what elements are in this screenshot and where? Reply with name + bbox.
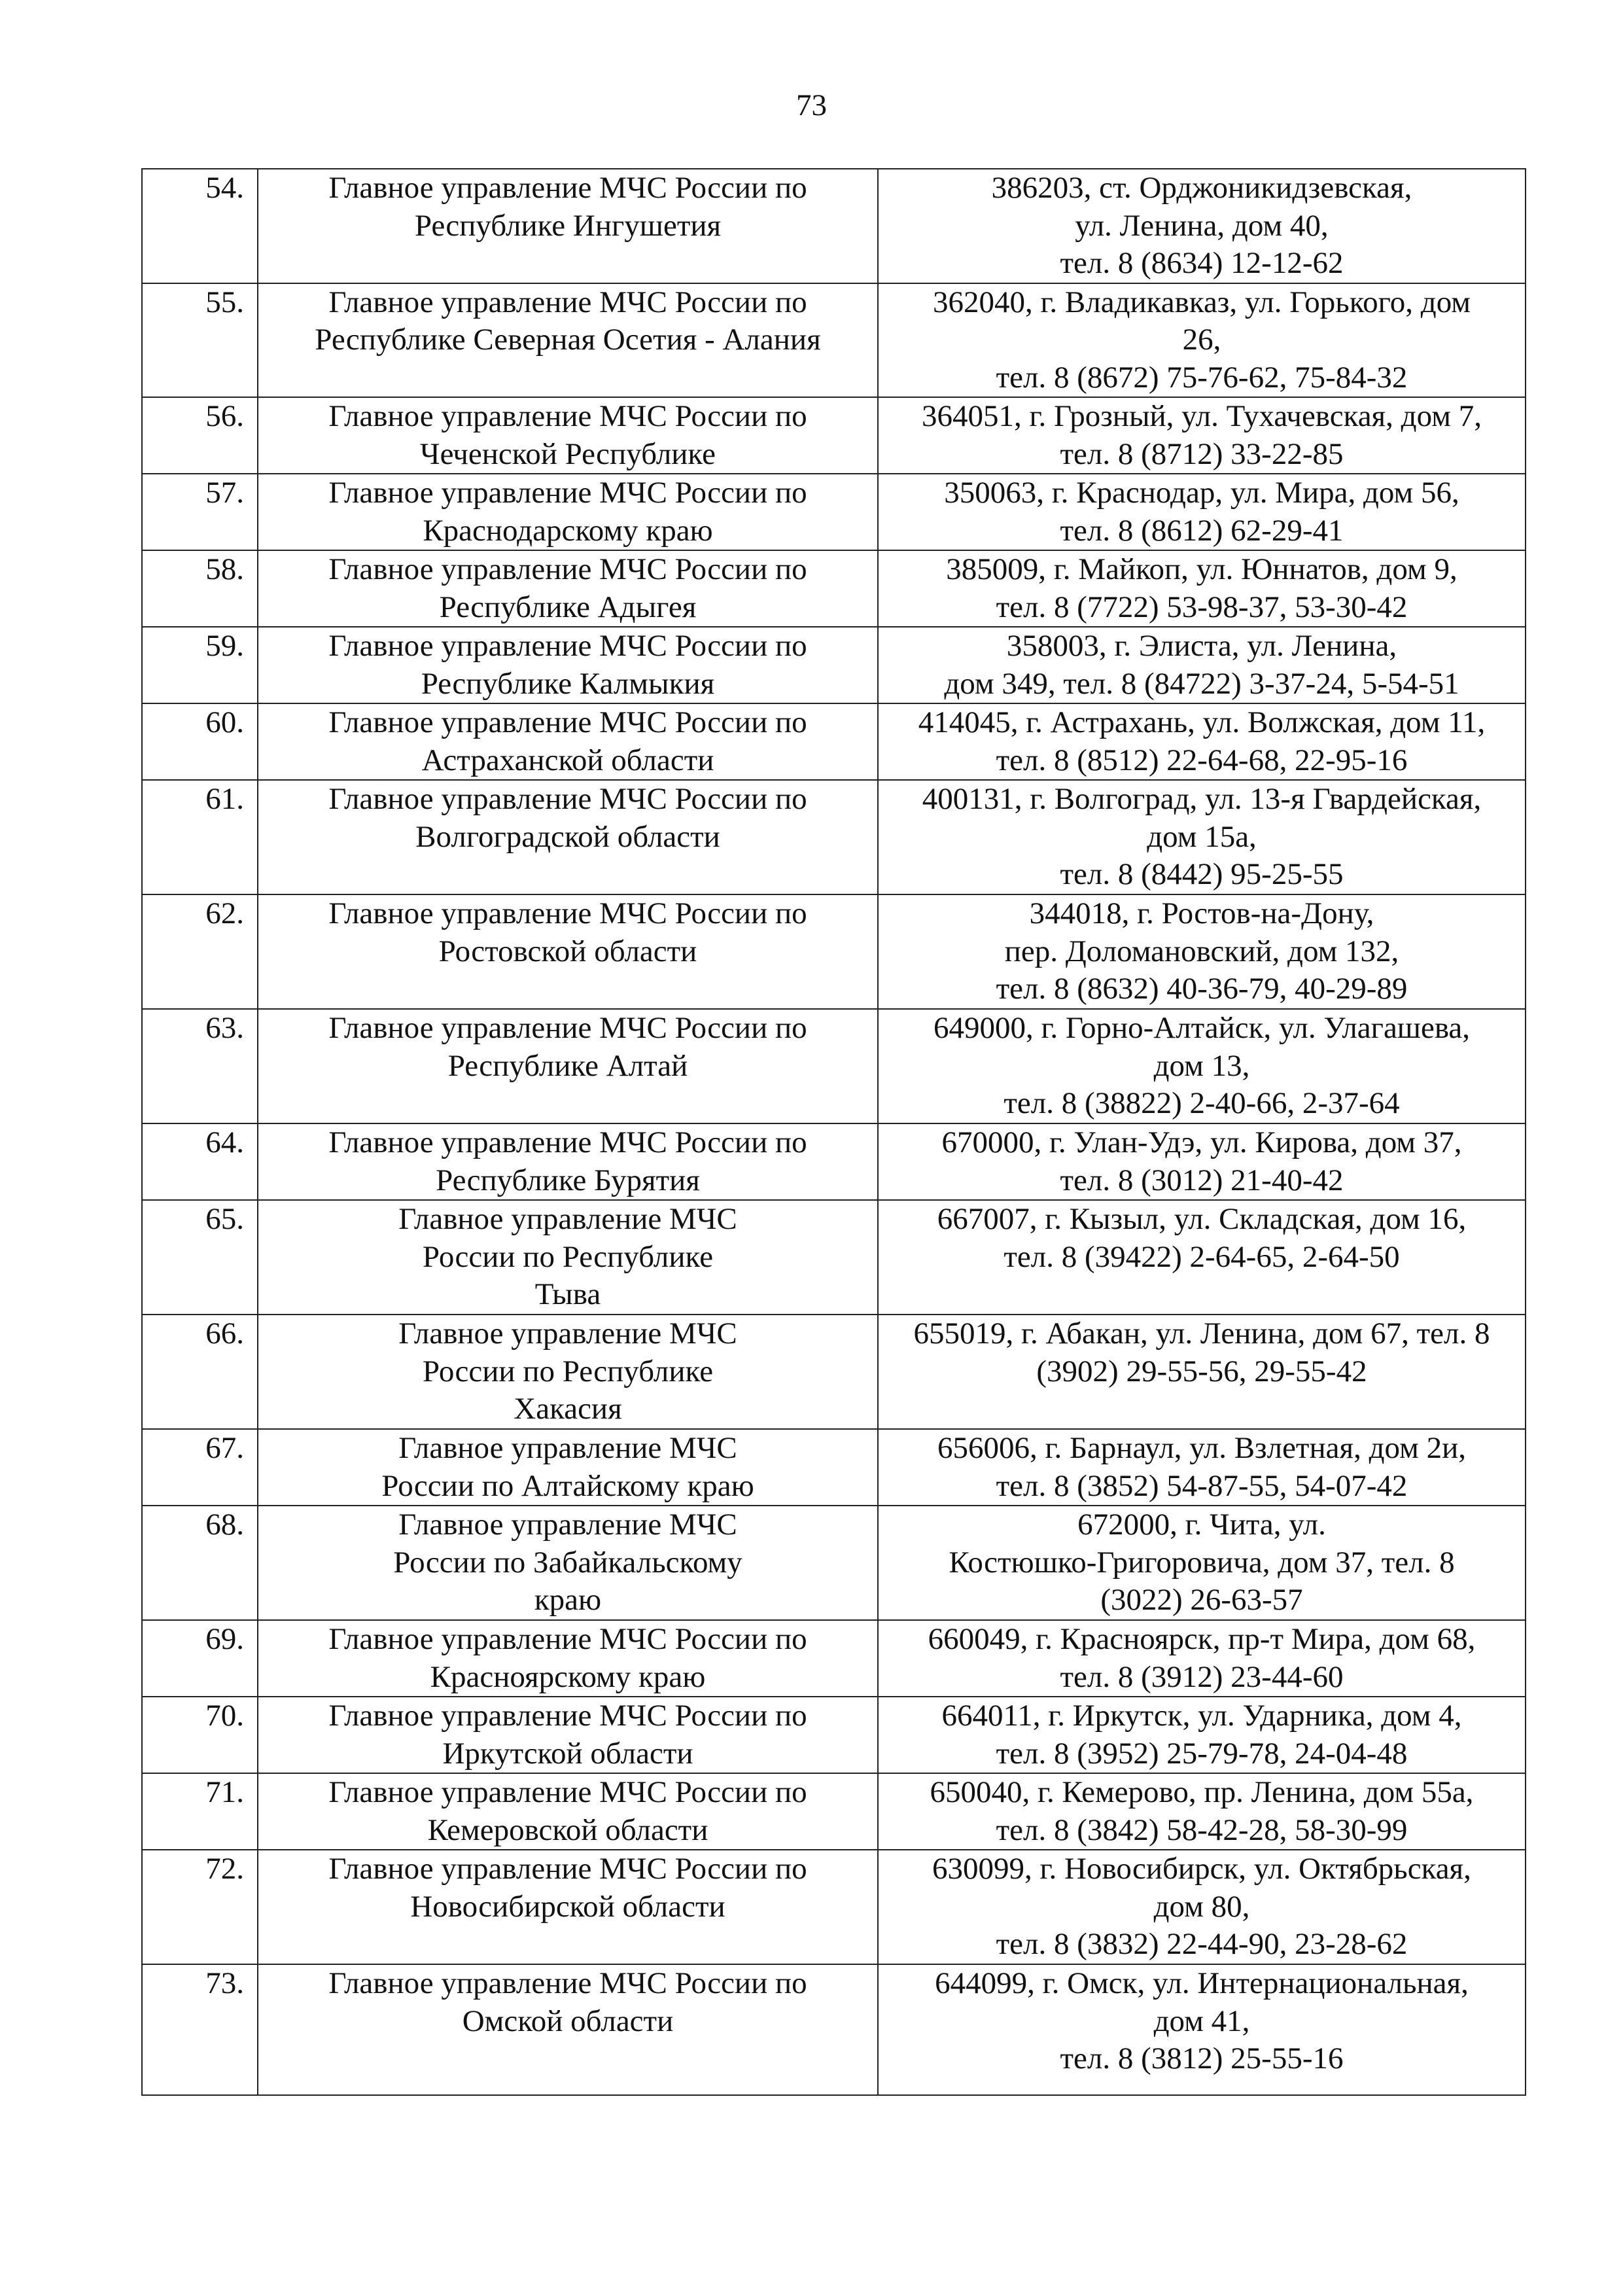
organization-cell (258, 1315, 878, 1429)
organization-line: Красноярскому краю (430, 1659, 706, 1694)
address-line: 414045, г. Астрахань, ул. Волжская, дом 11, (918, 705, 1486, 739)
organization-line: Главное управление МЧС (398, 1431, 737, 1465)
row-number: 54. (142, 169, 258, 283)
organization-line: России по Алтайскому краю (381, 1468, 754, 1503)
organization-line: Главное управление МЧС России по (328, 629, 807, 663)
organization-line: России по Республике (422, 1354, 714, 1388)
address-cell (878, 283, 1526, 398)
organization-line: Волгоградской области (415, 819, 720, 854)
address-line: (3902) 29-55-56, 29-55-42 (1036, 1354, 1367, 1388)
table-row (142, 703, 1526, 780)
table-row (142, 1315, 1526, 1429)
row-number: 57. (142, 474, 258, 550)
address-line: 350063, г. Краснодар, ул. Мира, дом 56, (944, 476, 1459, 510)
organization-line: Республике Северная Осетия - Алания (315, 323, 821, 357)
organization-line: Краснодарскому краю (423, 513, 713, 548)
address-line: тел. 8 (3012) 21-40-42 (1060, 1163, 1344, 1197)
table-row (142, 1123, 1526, 1200)
address-line: 386203, ст. Орджоникидзевская, (991, 171, 1412, 205)
organization-line: Главное управление МЧС России по (328, 171, 807, 205)
address-cell (878, 1429, 1526, 1506)
organization-line: Республике Калмыкия (421, 666, 715, 701)
organization-cell (258, 1200, 878, 1315)
row-number: 72. (142, 1850, 258, 1964)
address-line: тел. 8 (3952) 25-79-78, 24-04-48 (996, 1736, 1408, 1771)
organization-line: Республике Бурятия (436, 1163, 700, 1197)
organization-cell (258, 627, 878, 703)
address-line: дом 80, (1153, 1889, 1250, 1924)
address-line: 672000, г. Чита, ул. (1077, 1508, 1326, 1542)
organization-line: Республике Ингушетия (414, 208, 722, 243)
address-line: дом 13, (1153, 1048, 1250, 1083)
organization-cell (258, 474, 878, 550)
address-line: тел. 8 (8512) 22-64-68, 22-95-16 (996, 743, 1408, 777)
address-line: 656006, г. Барнаул, ул. Взлетная, дом 2и, (937, 1431, 1467, 1465)
row-number: 67. (142, 1429, 258, 1506)
organization-cell (258, 1850, 878, 1964)
address-line: 664011, г. Иркутск, ул. Ударника, дом 4, (941, 1699, 1462, 1733)
organization-line: Главное управление МЧС России по (328, 1852, 807, 1886)
address-line: тел. 8 (3912) 23-44-60 (1060, 1659, 1344, 1694)
table-row (142, 627, 1526, 703)
address-line: 344018, г. Ростов-на-Дону, (1029, 896, 1374, 930)
table-row (142, 1506, 1526, 1620)
organization-cell (258, 283, 878, 398)
address-line: тел. 8 (39422) 2-64-65, 2-64-50 (1003, 1239, 1400, 1274)
table-body (142, 169, 1526, 2095)
address-line: тел. 8 (8634) 12-12-62 (1060, 246, 1344, 280)
organization-cell (258, 780, 878, 894)
address-line: тел. 8 (8672) 75-76-62, 75-84-32 (996, 360, 1408, 395)
organization-line: Хакасия (514, 1392, 622, 1426)
organization-line: Главное управление МЧС России по (328, 1011, 807, 1045)
address-cell (878, 1009, 1526, 1123)
row-number: 55. (142, 283, 258, 398)
address-line: 660049, г. Красноярск, пр-т Мира, дом 68, (928, 1622, 1476, 1656)
address-line: тел. 8 (3832) 22-44-90, 23-28-62 (996, 1927, 1408, 1961)
organization-line: Главное управление МЧС России по (328, 285, 807, 319)
organization-cell (258, 1620, 878, 1697)
row-number: 62. (142, 894, 258, 1009)
table-row (142, 1964, 1526, 2095)
table-row (142, 894, 1526, 1009)
organization-line: Главное управление МЧС России по (328, 1125, 807, 1159)
address-line: 385009, г. Майкоп, ул. Юннатов, дом 9, (946, 552, 1457, 586)
table-row (142, 397, 1526, 474)
organization-line: Главное управление МЧС (398, 1316, 737, 1351)
address-line: ул. Ленина, дом 40, (1075, 208, 1329, 243)
table-row (142, 474, 1526, 550)
organization-line: краю (534, 1583, 602, 1617)
table-row (142, 1850, 1526, 1964)
organization-line: Иркутской области (442, 1736, 693, 1771)
row-number: 58. (142, 550, 258, 627)
organization-cell (258, 169, 878, 283)
table-row (142, 1009, 1526, 1123)
address-line: тел. 8 (3842) 58-42-28, 58-30-99 (996, 1812, 1408, 1847)
organization-cell (258, 703, 878, 780)
address-cell (878, 1620, 1526, 1697)
organization-line: Главное управление МЧС России по (328, 399, 807, 433)
organization-line: Главное управление МЧС России по (328, 476, 807, 510)
organization-line: Республике Адыгея (439, 590, 697, 624)
address-line: 644099, г. Омск, ул. Интернациональная, (935, 1966, 1469, 2000)
organization-line: Тыва (534, 1277, 601, 1311)
address-cell (878, 474, 1526, 550)
address-line: тел. 8 (3852) 54-87-55, 54-07-42 (996, 1468, 1408, 1503)
row-number: 71. (142, 1773, 258, 1850)
organization-cell (258, 1697, 878, 1773)
row-number: 68. (142, 1506, 258, 1620)
address-line: 400131, г. Волгоград, ул. 13-я Гвардейская, (922, 782, 1482, 816)
organization-cell (258, 397, 878, 474)
address-line: тел. 8 (38822) 2-40-66, 2-37-64 (1003, 1086, 1400, 1120)
address-line: 667007, г. Кызыл, ул. Складская, дом 16, (937, 1202, 1467, 1236)
table-row (142, 1697, 1526, 1773)
address-line: тел. 8 (3812) 25-55-16 (1060, 2041, 1344, 2075)
organization-line: России по Республике (422, 1239, 714, 1274)
address-line: (3022) 26-63-57 (1100, 1583, 1303, 1617)
organization-line: Главное управление МЧС России по (328, 1699, 807, 1733)
row-number: 56. (142, 397, 258, 474)
organization-line: Ростовской области (438, 934, 697, 968)
organization-cell (258, 1773, 878, 1850)
row-number: 66. (142, 1315, 258, 1429)
address-cell (878, 703, 1526, 780)
organization-cell (258, 1964, 878, 2095)
address-line: дом 349, тел. 8 (84722) 3-37-24, 5-54-51 (944, 666, 1459, 701)
organization-line: Омской области (462, 2004, 674, 2038)
address-line: 630099, г. Новосибирск, ул. Октябрьская, (932, 1852, 1471, 1886)
organization-line: Главное управление МЧС России по (328, 782, 807, 816)
organization-line: Главное управление МЧС (398, 1508, 737, 1542)
table-row (142, 550, 1526, 627)
table-row (142, 1200, 1526, 1315)
row-number: 64. (142, 1123, 258, 1200)
address-line: дом 41, (1153, 2004, 1250, 2038)
organization-cell (258, 1123, 878, 1200)
organization-line: России по Забайкальскому (393, 1545, 742, 1580)
address-line: тел. 8 (8632) 40-36-79, 40-29-89 (996, 972, 1408, 1006)
address-cell (878, 1123, 1526, 1200)
address-line: 362040, г. Владикавказ, ул. Горького, дом (932, 285, 1471, 319)
organization-line: Новосибирской области (410, 1889, 725, 1924)
organization-line: Чеченской Республике (420, 436, 716, 471)
organization-line: Главное управление МЧС России по (328, 552, 807, 586)
organization-line: Главное управление МЧС России по (328, 896, 807, 930)
address-cell (878, 169, 1526, 283)
table-row (142, 780, 1526, 894)
address-line: Костюшко-Григоровича, дом 37, тел. 8 (949, 1545, 1455, 1580)
table-row (142, 1429, 1526, 1506)
organization-line: Астраханской области (421, 743, 714, 777)
address-line: 364051, г. Грозный, ул. Тухачевская, дом 7, (922, 399, 1482, 433)
address-cell (878, 1697, 1526, 1773)
address-cell (878, 1773, 1526, 1850)
address-cell (878, 397, 1526, 474)
address-line: 358003, г. Элиста, ул. Ленина, (1006, 629, 1397, 663)
row-number: 60. (142, 703, 258, 780)
table-row (142, 169, 1526, 283)
address-cell (878, 1315, 1526, 1429)
address-cell (878, 894, 1526, 1009)
row-number: 73. (142, 1964, 258, 2095)
organization-line: Главное управление МЧС России по (328, 1622, 807, 1656)
address-cell (878, 1200, 1526, 1315)
address-line: 649000, г. Горно-Алтайск, ул. Улагашева, (933, 1011, 1471, 1045)
row-number: 59. (142, 627, 258, 703)
organization-line: Главное управление МЧС России по (328, 1775, 807, 1809)
address-cell (878, 1964, 1526, 2095)
organization-cell (258, 550, 878, 627)
address-cell (878, 780, 1526, 894)
address-cell (878, 1506, 1526, 1620)
organization-line: Кемеровской области (427, 1812, 708, 1847)
address-line: пер. Доломановский, дом 132, (1004, 934, 1399, 968)
address-line: 655019, г. Абакан, ул. Ленина, дом 67, тел. 8 (913, 1316, 1490, 1351)
address-cell (878, 627, 1526, 703)
organization-cell (258, 1506, 878, 1620)
offices-table (141, 168, 1526, 2096)
address-line: тел. 8 (8612) 62-29-41 (1060, 513, 1344, 548)
row-number: 65. (142, 1200, 258, 1315)
organization-line: Главное управление МЧС России по (328, 1966, 807, 2000)
address-cell (878, 550, 1526, 627)
address-cell (878, 1850, 1526, 1964)
organization-line: Главное управление МЧС (398, 1202, 737, 1236)
address-line: 26, (1182, 323, 1221, 357)
organization-cell (258, 894, 878, 1009)
address-line: дом 15а, (1147, 819, 1257, 854)
table-row (142, 283, 1526, 398)
table-row (142, 1620, 1526, 1697)
row-number: 63. (142, 1009, 258, 1123)
address-line: тел. 8 (8442) 95-25-55 (1060, 857, 1344, 891)
row-number: 70. (142, 1697, 258, 1773)
address-line: 670000, г. Улан-Удэ, ул. Кирова, дом 37, (941, 1125, 1462, 1159)
address-line: тел. 8 (7722) 53-98-37, 53-30-42 (996, 590, 1408, 624)
organization-cell (258, 1429, 878, 1506)
address-line: 650040, г. Кемерово, пр. Ленина, дом 55а, (930, 1775, 1474, 1809)
organization-line: Республике Алтай (447, 1048, 688, 1083)
organization-cell (258, 1009, 878, 1123)
row-number: 69. (142, 1620, 258, 1697)
address-line: тел. 8 (8712) 33-22-85 (1060, 436, 1344, 471)
page-number: 73 (796, 88, 827, 122)
row-number: 61. (142, 780, 258, 894)
organization-line: Главное управление МЧС России по (328, 705, 807, 739)
table-row (142, 1773, 1526, 1850)
